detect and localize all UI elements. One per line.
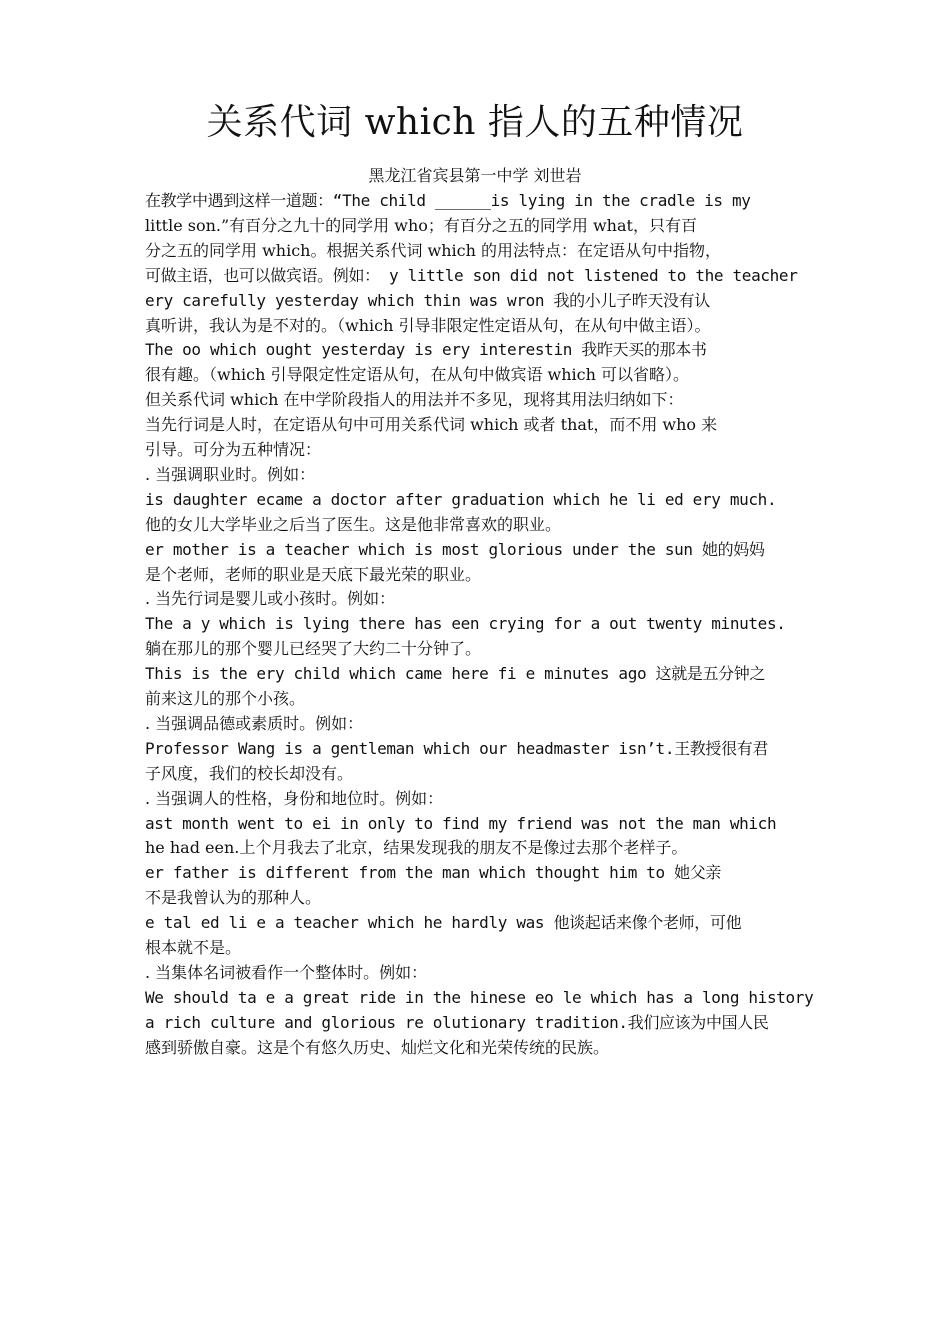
body-line: 分之五的同学用 which。根据关系代词 which 的用法特点：在定语从句中指物， [145,240,722,260]
body-line: 当先行词是人时，在定语从句中可用关系代词 which 或者 that，而不用 who 来 [145,415,718,435]
body-line: 引导。可分为五种情况： [145,440,322,459]
body-line: little son.”有百分之九十的同学用 who；有百分之五的同学用 what，只有百 [145,215,697,235]
body-line: 很有趣。（which 引导限定性定语从句，在从句中做宾语 which 可以省略）。 [145,365,690,385]
body-line: 子风度，我们的校长却没有。 [145,763,354,783]
body-line: 根本就不是。 [145,938,242,957]
body-line: 他的女儿大学毕业之后当了医生。这是他非常喜欢的职业。 [145,514,562,534]
body-line: 在教学中遇到这样一道题：“The child ______is lying in the cradle is my [145,191,751,210]
body-line: . 当集体名词被看作一个整体时。例如： [145,962,428,982]
body-line: ast month went to ei in only to find my friend was not the man which [145,813,777,833]
body-line: er father is different from the man which thought him to 她父亲 [145,863,722,883]
body-line: is daughter ecame a doctor after graduation which he li ed ery much. [145,489,777,509]
body-line: he had een.上个月我去了北京，结果发现我的朋友不是像过去那个老样子。 [145,838,688,858]
body-line: Professor Wang is a gentleman which our headmaster isn’t.王教授很有君 [145,738,769,758]
body-line: 是个老师，老师的职业是天底下最光荣的职业。 [145,564,482,584]
body-line: 躺在那儿的那个婴儿已经哭了大约二十分钟了。 [145,639,482,659]
body-line: a rich culture and glorious re olutionary tradition.我们应该为中国人民 [145,1012,769,1032]
body-line: This is the ery child which came here fi e minutes ago 这就是五分钟之 [145,664,766,684]
body-line: The oo which ought yesterday is ery interestin 我昨天买的那本书 [145,340,707,360]
document-title: 关系代词 which 指人的五种情况 [206,102,744,143]
body-line: 但关系代词 which 在中学阶段指人的用法并不多见，现将其用法归纳如下： [145,390,684,410]
body-line: 可做主语，也可以做宾语。例如： y little son did not listened to the teacher [145,265,798,285]
body-line: . 当强调职业时。例如： [145,464,316,484]
body-line: We should ta e a great ride in the hinese eo le which has a long history [145,987,814,1007]
body-line: ery carefully yesterday which thin was wron 我的小儿子昨天没有认 [145,290,710,310]
body-line: 不是我曾认为的那种人。 [145,888,322,908]
author-line: 黑龙江省宾县第一中学 刘世岩 [368,166,582,185]
body-line: 前来这儿的那个小孩。 [145,689,306,708]
body-line: e tal ed li e a teacher which he hardly was 他谈起话来像个老师，可他 [145,913,742,933]
body-line: . 当强调品德或素质时。例如： [145,713,364,733]
body-line: 真听讲，我认为是不对的。（which 引导非限定性定语从句，在从句中做主语）。 [145,315,711,335]
body-line: . 当强调人的性格，身份和地位时。例如： [145,788,444,808]
body-line: 感到骄傲自豪。这是个有悠久历史、灿烂文化和光荣传统的民族。 [145,1037,610,1057]
body-line: . 当先行词是婴儿或小孩时。例如： [145,589,396,609]
body-line: The a y which is lying there has een crying for a out twenty minutes. [145,614,786,634]
body-line: er mother is a teacher which is most glorious under the sun 她的妈妈 [145,539,765,559]
